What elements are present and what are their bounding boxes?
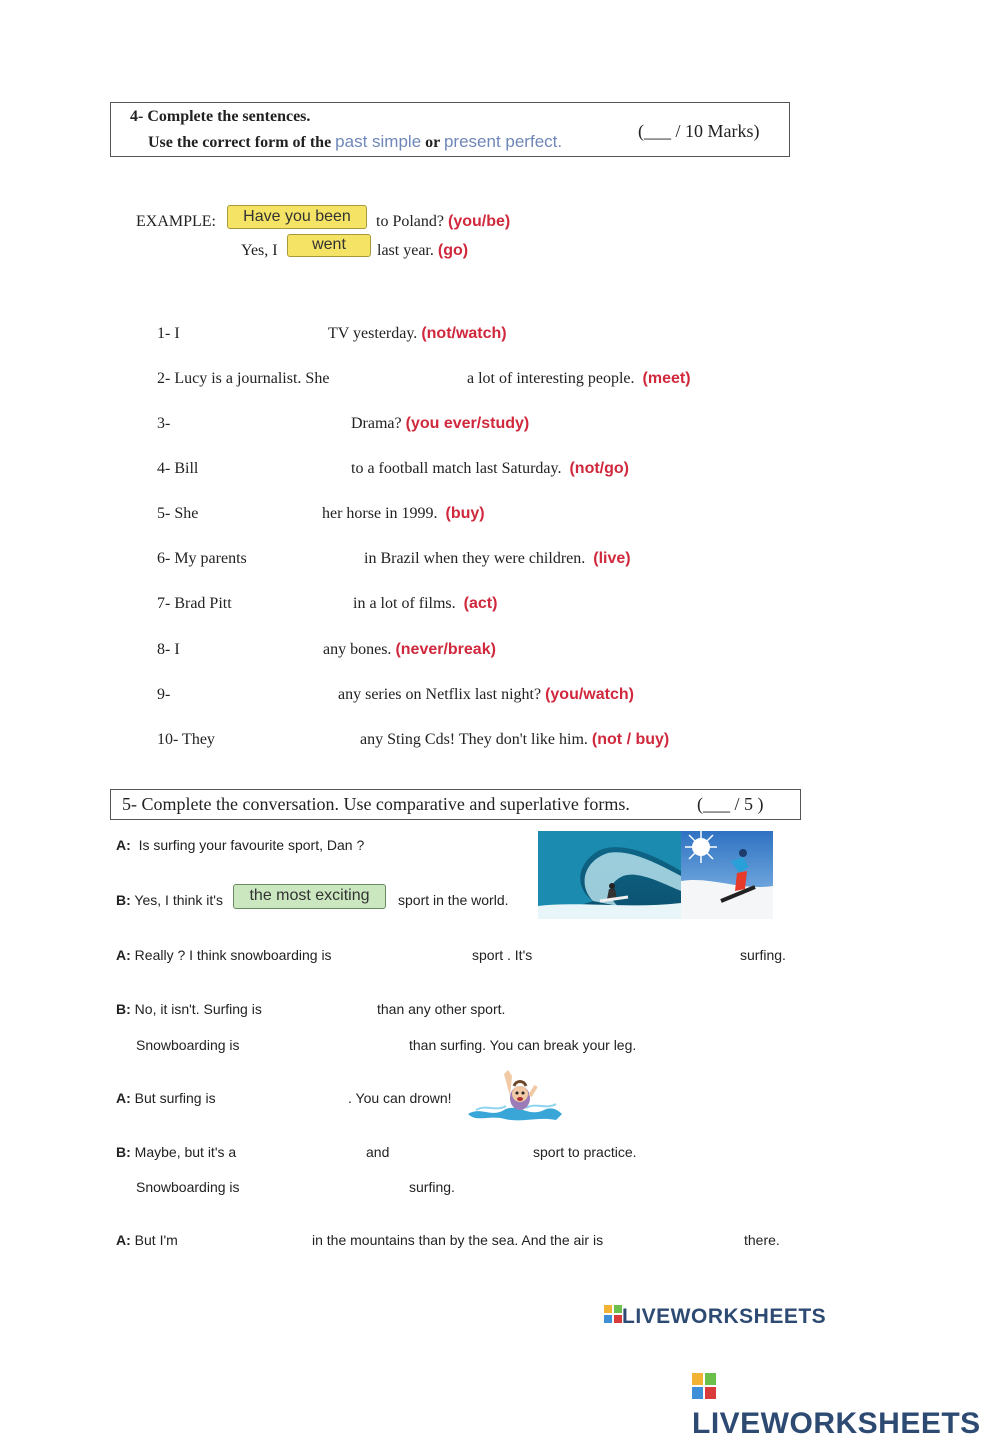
item9-post-text: any series on Netflix last night? [338,686,542,703]
example-hint-1: (you/be) [448,213,511,230]
speaker-a: A: [116,1090,131,1106]
instruction-or: or [425,134,440,151]
item9-post [338,686,634,704]
snowboarding-image [681,831,773,919]
b2-line [116,1001,262,1017]
b3-post: sport to practice. [533,1144,637,1160]
item8-post [323,641,496,659]
b3-input-1[interactable] [252,1142,357,1164]
a3-input[interactable] [229,1088,344,1110]
item3-pre: 3- [157,415,171,432]
item7-pre: 7- Brad Pitt [157,595,232,612]
item5-pre: 5- She [157,505,199,522]
item6-post-text: in Brazil when they were children. [364,550,586,567]
item5-input[interactable] [206,503,316,525]
b2b-post: than surfing. You can break your leg. [409,1037,637,1053]
section5-marks: (___ / 5 ) [697,794,764,814]
a4-mid: in the mountains than by the sea. And the air is [312,1232,604,1248]
instruction-pre: Use the correct form of the [148,134,332,151]
b1-post: sport in the world. [398,892,509,908]
a2-input-1[interactable] [353,945,465,967]
item9-hint: (you/watch) [545,686,634,703]
a1-line [116,837,364,853]
item7-post-text: in a lot of films. [353,595,456,612]
item8-input[interactable] [188,639,317,661]
surfing-image [538,831,681,919]
item2-post-text: a lot of interesting people. [467,370,635,387]
b2-pre: No, it isn't. Surfing is [134,1001,262,1017]
speaker-b: B: [116,1001,131,1017]
item10-post-text: any Sting Cds! They don't like him. [360,731,588,748]
item4-post-text: to a football match last Saturday. [351,460,562,477]
example-after-1-text: to Poland? [376,213,444,230]
item4-post [351,460,629,478]
speaker-b: B: [116,1144,131,1160]
a2-input-2[interactable] [545,945,733,967]
speaker-a: A: [116,1232,131,1248]
example-answer-1: Have you been [227,205,367,229]
b3b-input[interactable] [253,1177,403,1199]
tense-present-perfect: present perfect. [443,132,563,151]
speaker-a: A: [116,837,131,853]
item1-post-text: TV yesterday. [328,325,418,342]
b3b-post: surfing. [409,1179,455,1195]
example-hint-2: (go) [437,242,469,259]
section4-marks: (___ / 10 Marks) [638,121,760,141]
logo-text-inline: LIVEWORKSHEETS [622,1305,827,1328]
item7-post [353,595,497,613]
item4-pre: 4- Bill [157,460,199,477]
liveworksheets-icon [692,1373,716,1407]
item3-post [351,415,529,433]
a4-line [116,1232,178,1248]
item10-input[interactable] [225,729,354,751]
item8-hint: (never/break) [395,641,496,658]
example-answer-2: went [287,234,371,257]
a4-input-1[interactable] [190,1230,307,1252]
example-after-1 [376,213,510,231]
b2-post: than any other sport. [377,1001,506,1017]
item4-hint: (not/go) [569,460,629,477]
a2-line [116,947,332,963]
b3-mid: and [366,1144,390,1160]
a4-input-2[interactable] [630,1230,738,1252]
item9-pre: 9- [157,686,171,703]
b3-pre: Maybe, but it's a [134,1144,237,1160]
tense-past-simple: past simple [335,132,422,151]
example-pre-2: Yes, I [241,242,278,259]
item8-post-text: any bones. [323,641,392,658]
item5-post [322,505,485,523]
item10-post [360,731,669,749]
section5-title: 5- Complete the conversation. Use comparative and superlative forms. [122,794,630,814]
liveworksheets-icon [604,1305,622,1329]
drowning-cartoon-image [466,1066,564,1124]
item3-hint: (you ever/study) [405,415,530,432]
b1-line [116,892,223,908]
b2-input[interactable] [280,999,372,1021]
b1-pre: Yes, I think it's [134,892,223,908]
speaker-a: A: [116,947,131,963]
section4-title: 4- Complete the sentences. [130,108,311,125]
item7-hint: (act) [463,595,498,612]
a2-pre: Really ? I think snowboarding is [134,947,332,963]
item6-post [364,550,631,568]
a3-pre: But surfing is [134,1090,216,1106]
a2-mid: sport . It's [472,947,533,963]
section4-instruction [148,132,562,152]
example-after-2-text: last year. [377,242,434,259]
item1-input[interactable] [190,323,322,345]
a1-text: Is surfing your favourite sport, Dan ? [138,837,365,853]
example-label: EXAMPLE: [136,213,216,230]
b3b-pre: Snowboarding is [136,1179,240,1195]
b3-line [116,1144,236,1160]
item9-input[interactable] [180,684,332,706]
example-after-2 [377,242,468,260]
b2b-input[interactable] [253,1035,403,1057]
item2-hint: (meet) [642,370,691,387]
liveworksheets-logo-inline [604,1305,826,1329]
item2-post [467,370,691,388]
item3-post-text: Drama? [351,415,402,432]
item5-hint: (buy) [445,505,485,522]
item1-hint: (not/watch) [421,325,507,342]
item6-hint: (live) [593,550,631,567]
item4-input[interactable] [208,458,346,480]
item2-pre: 2- Lucy is a journalist. She [157,370,330,387]
item8-pre: 8- I [157,641,180,658]
b1-answer: the most exciting [233,884,386,909]
item10-pre: 10- They [157,731,215,748]
a4-pre: But I'm [134,1232,178,1248]
b2b-pre: Snowboarding is [136,1037,240,1053]
item7-input[interactable] [242,593,347,615]
item2-input[interactable] [344,368,462,390]
a3-line [116,1090,216,1106]
item3-input[interactable] [180,413,345,435]
logo-text-footer: LIVEWORKSHEETS [692,1407,981,1441]
liveworksheets-logo-footer[interactable] [692,1372,1000,1441]
a3-post: . You can drown! [348,1090,452,1106]
a4-post: there. [744,1232,780,1248]
item5-post-text: her horse in 1999. [322,505,438,522]
item6-input[interactable] [258,548,358,570]
item6-pre: 6- My parents [157,550,247,567]
a2-post: surfing. [740,947,786,963]
speaker-b: B: [116,892,131,908]
item1-pre: 1- I [157,325,180,342]
b3-input-2[interactable] [399,1142,526,1164]
item1-post [328,325,507,343]
item10-hint: (not / buy) [591,731,670,748]
